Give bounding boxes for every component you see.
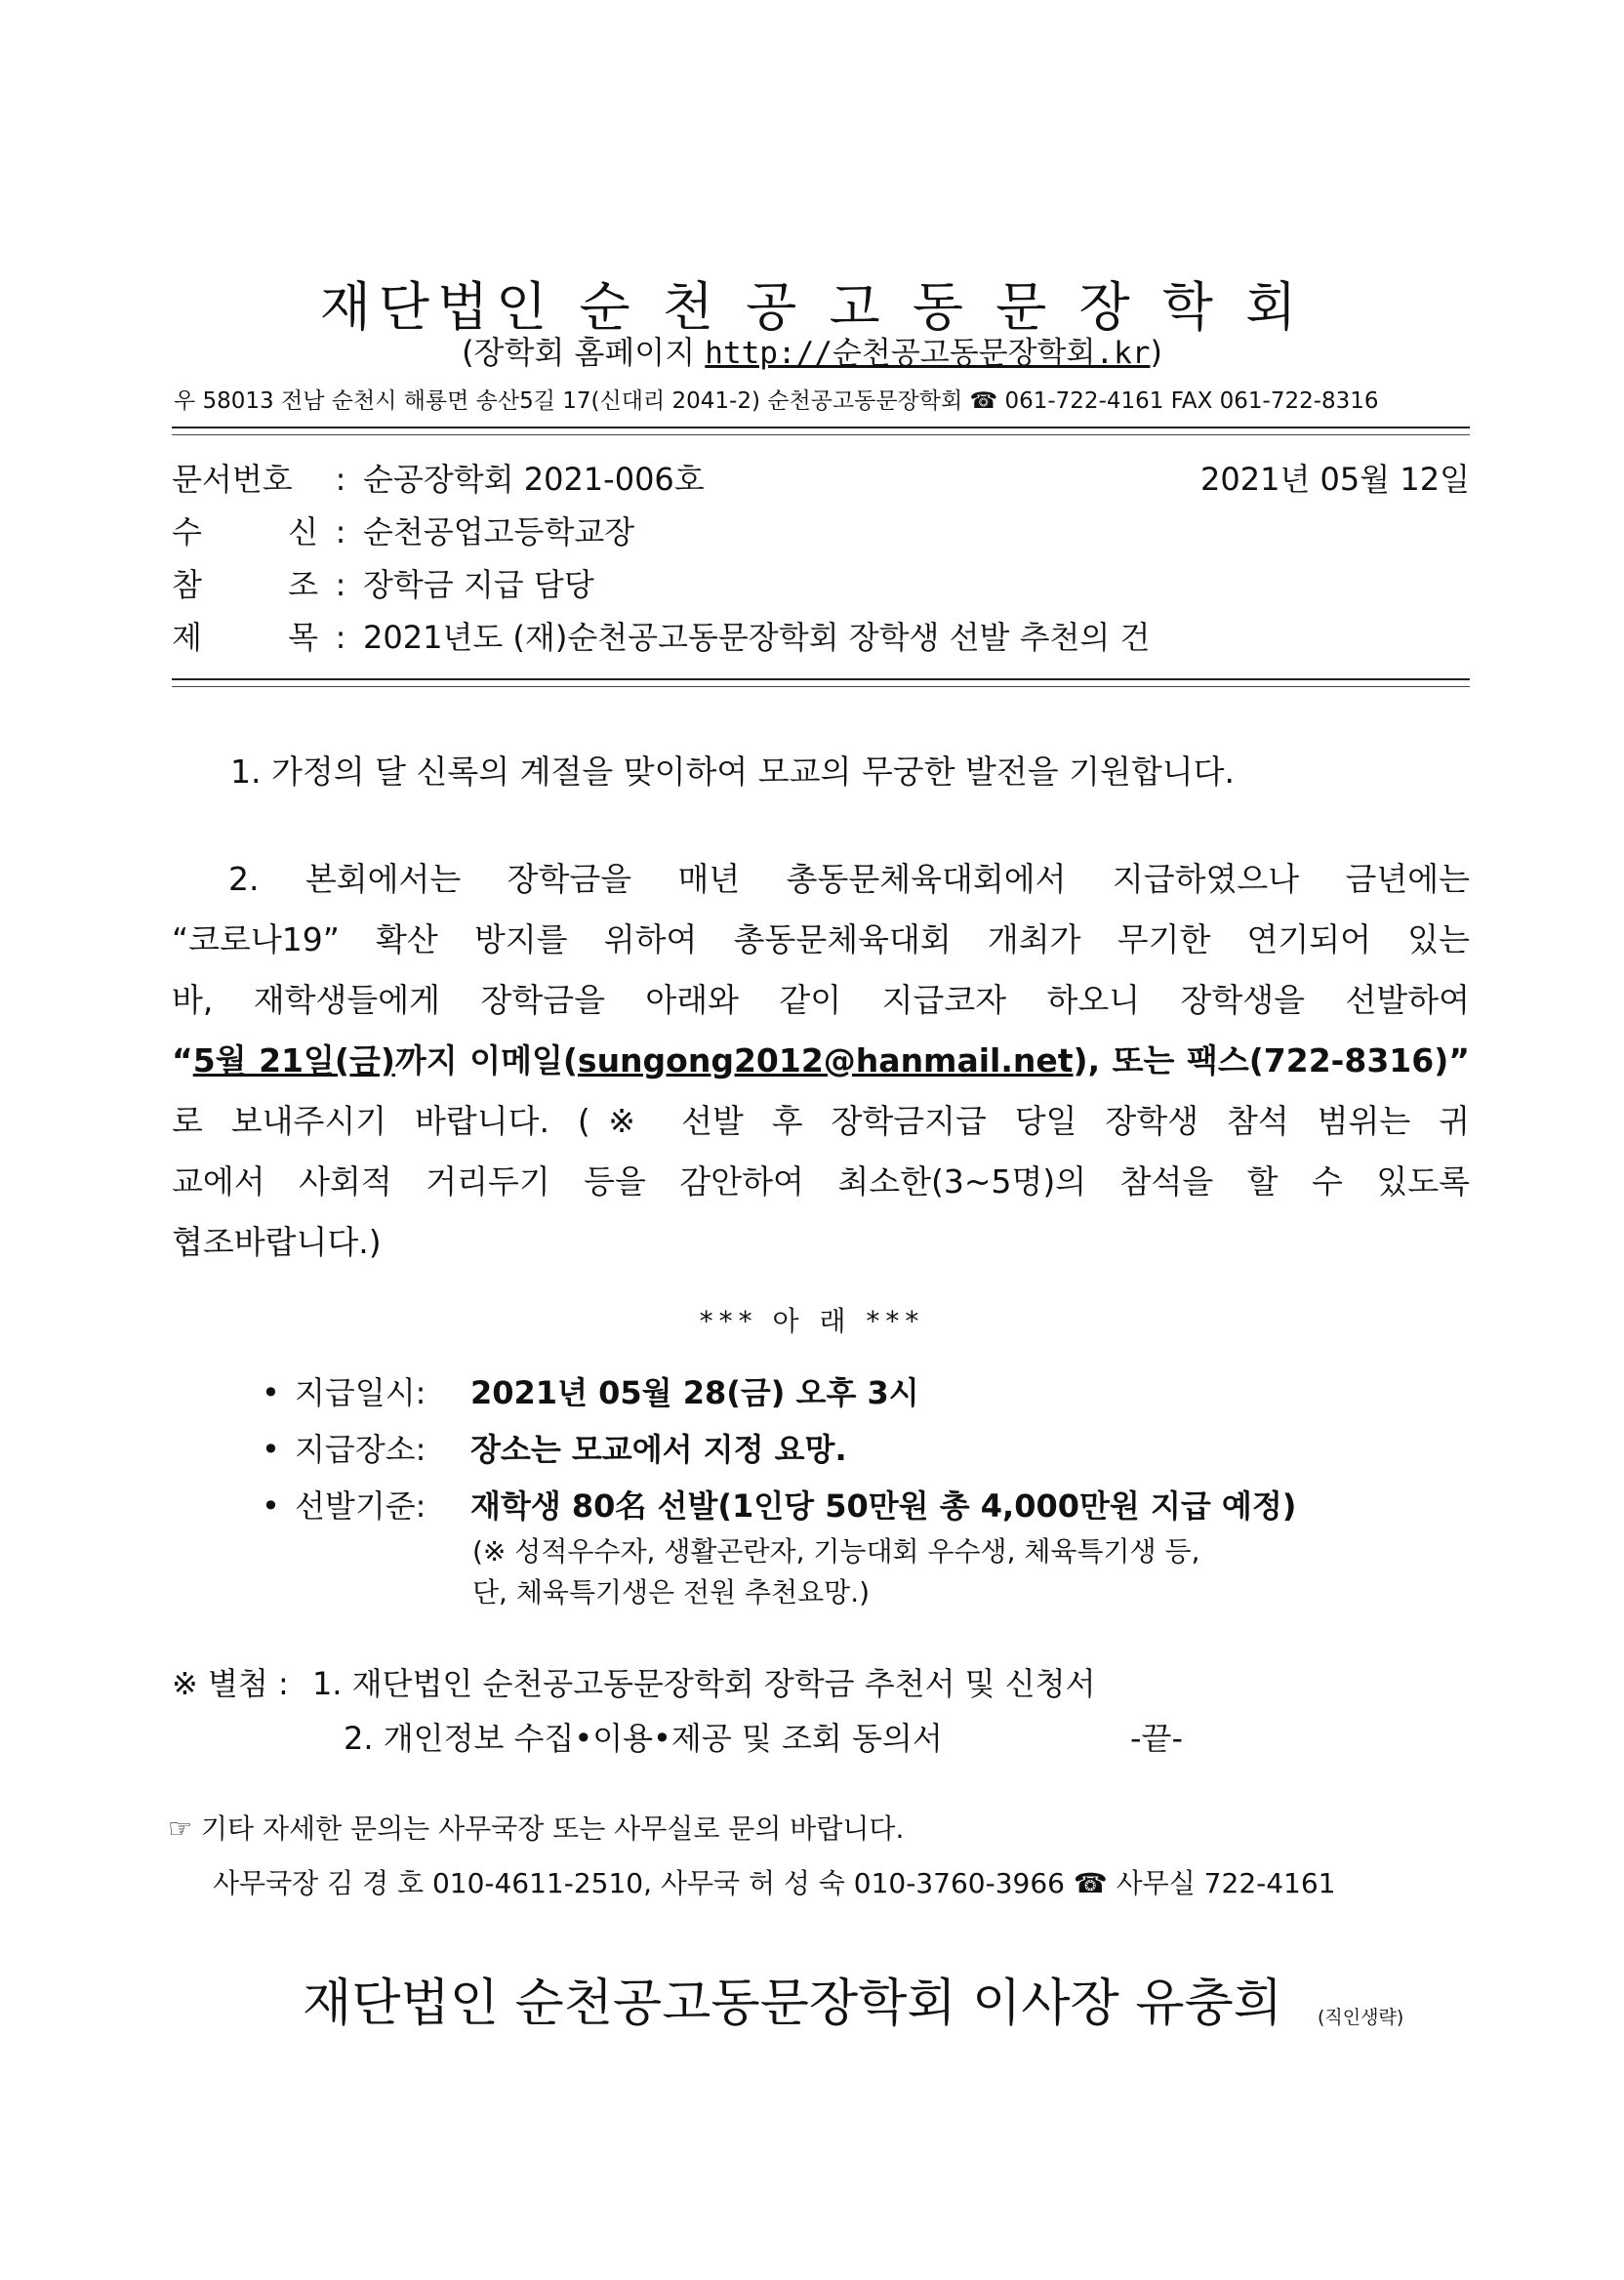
- recipient-row: 수 신 : 순천공업고등학교장: [172, 508, 634, 552]
- deadline-date: 5월 21일(금): [192, 1041, 395, 1079]
- bullet-icon: •: [262, 1487, 280, 1525]
- subject: 2021년도 (재)순천공고동문장학회 장학생 선발 추천의 건: [363, 619, 1151, 656]
- organization-title: 재단법인 순 천 공 고 동 문 장 학 회: [319, 276, 1305, 338]
- reference-row: 참 조 : 장학금 지급 담당: [172, 560, 594, 605]
- document-number-row: 문서번호 : 순공장학회 2021-006호: [172, 455, 705, 500]
- header-divider-thin: [172, 434, 1470, 435]
- attachment-item: 2. 개인정보 수집•이용•제공 및 조회 동의서: [344, 1720, 943, 1757]
- paragraph-2-line: 바, 재학생들에게 장학금을 아래와 같이 지급코자 하오니 장학생을 선발하여: [172, 981, 1470, 1019]
- notice-item: [262, 1482, 1296, 1527]
- address-line: 우 58013 전남 순천시 해룡면 송산5길 17(신대리 2041-2) 순천공고동문장학회 ☎ 061-722-4161 FAX 061-722-8316: [174, 388, 1379, 414]
- paragraph-2-line: 로 보내주시기 바랍니다. (※ 선발 후 장학금지급 당일 장학생 참석 범위는 귀: [172, 1102, 1470, 1140]
- paragraph-2: [172, 849, 1470, 1273]
- document-number-label: 문서번호: [172, 461, 293, 498]
- subject-row: 제 목 : 2021년도 (재)순천공고동문장학회 장학생 선발 추천의 건: [172, 613, 1150, 658]
- paragraph-2-line: 협조바랍니다.): [172, 1223, 382, 1261]
- header-divider: [172, 427, 1470, 428]
- notice-item-label: 지급일시:: [295, 1374, 426, 1411]
- attachments-label: ※ 별첨 :: [172, 1665, 289, 1702]
- bullet-icon: •: [262, 1431, 280, 1468]
- notice-title: *** 아 래 ***: [699, 1305, 925, 1337]
- attachments-row: [172, 1659, 1095, 1704]
- notice-item-value: 장소는 모교에서 지정 요망.: [470, 1431, 847, 1468]
- reference: 장학금 지급 담당: [363, 566, 594, 603]
- paragraph-1: 1. 가정의 달 신록의 계절을 맞이하여 모교의 무궁한 발전을 기원합니다.: [230, 753, 1235, 791]
- homepage-prefix: (장학회 홈페이지: [462, 334, 706, 371]
- subject-label: 제 목: [172, 619, 318, 656]
- notice-item-label: 선발기준:: [295, 1487, 426, 1525]
- paragraph-2-deadline-line: “5월 21일(금)까지 이메일(sungong2012@hanmail.net), 또는 팩스(722-8316)”: [172, 1041, 1470, 1079]
- notice-item-value: 재학생 80名 선발(1인당 50만원 총 4,000만원 지급 예정): [470, 1487, 1297, 1525]
- reference-label: 참 조: [172, 566, 318, 603]
- paragraph-2-line: 교에서 사회적 거리두기 등을 감안하여 최소한(3~5명)의 참석을 할 수 있도록: [172, 1162, 1470, 1201]
- bullet-icon: •: [262, 1374, 280, 1411]
- contact-line: ☞ 기타 자세한 문의는 사무국장 또는 사무실로 문의 바랍니다.: [168, 1812, 905, 1845]
- document-number: 순공장학회 2021-006호: [363, 461, 705, 498]
- meta-divider-thin: [172, 686, 1470, 687]
- document-date: 2021년 05월 12일: [1200, 461, 1470, 498]
- email-link[interactable]: sungong2012@hanmail.net: [577, 1041, 1074, 1079]
- homepage-suffix: ): [1150, 334, 1162, 371]
- recipient-label: 수 신: [172, 513, 318, 550]
- selection-note-line: 단, 체육특기생은 전원 추천요망.): [472, 1576, 871, 1608]
- homepage-line: [0, 328, 1624, 373]
- seal-omitted-note: (직인생략): [1318, 2007, 1404, 2028]
- notice-item-label: 지급장소:: [295, 1431, 426, 1468]
- end-mark: -끝-: [1130, 1720, 1184, 1757]
- selection-note-line: (※ 성적우수자, 생활곤란자, 기능대회 우수생, 체육특기생 등,: [472, 1535, 1200, 1568]
- signature: 재단법인 순천공고동문장학회 이사장 유충희: [303, 1975, 1282, 2033]
- paragraph-2-line: 2. 본회에서는 장학금을 매년 총동문체육대회에서 지급하였으나 금년에는: [228, 860, 1470, 898]
- notice-item: [262, 1425, 847, 1470]
- notice-item: [262, 1368, 919, 1413]
- recipient: 순천공업고등학교장: [363, 513, 635, 550]
- notice-item-value: 2021년 05월 28(금) 오후 3시: [470, 1374, 919, 1411]
- attachment-item: 1. 재단법인 순천공고동문장학회 장학금 추천서 및 신청서: [311, 1665, 1096, 1702]
- paragraph-2-line: “코로나19” 확산 방지를 위하여 총동문체육대회 개최가 무기한 연기되어 있는: [172, 920, 1470, 958]
- meta-divider: [172, 678, 1470, 680]
- contact-line: 사무국장 김 경 호 010-4611-2510, 사무국 허 성 숙 010-3760-3966 ☎ 사무실 722-4161: [213, 1867, 1336, 1899]
- homepage-url-link[interactable]: http://순천공고동문장학회.kr: [705, 336, 1151, 371]
